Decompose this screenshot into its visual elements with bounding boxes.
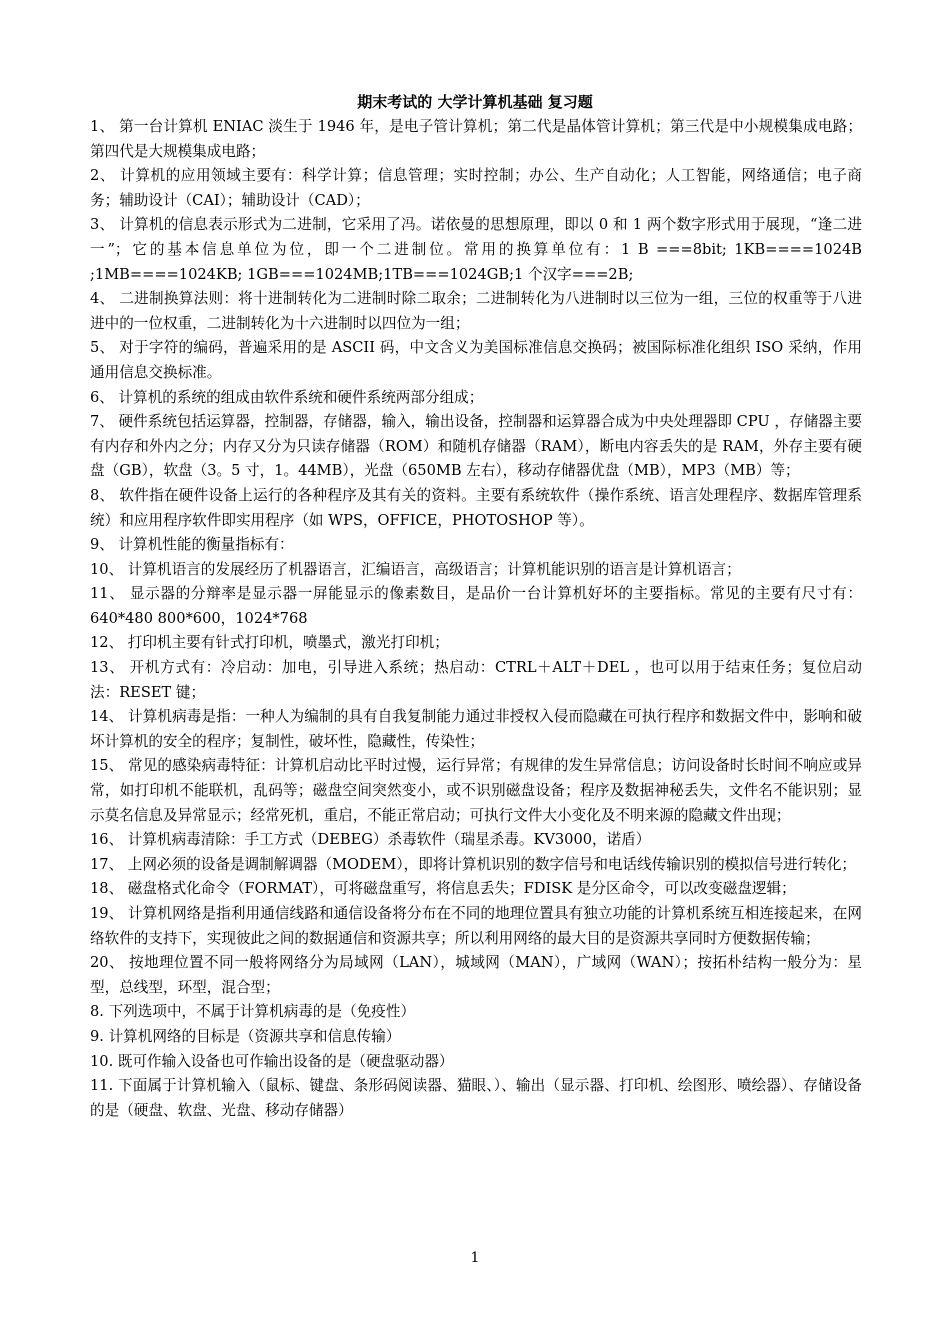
- paragraph-11: 11、 显示器的分辩率是显示器一屏能显示的像素数目，是品价一台计算机好坏的主要指标。常见的主要有尺寸有：640*480 800*600，1024*768: [90, 585, 862, 627]
- paragraph-7: 7、 硬件系统包括运算器，控制器，存储器，输入，输出设备，控制器和运算器合成为中央处理器即 CPU ，存储器主要有内存和外内之分；内存又分为只读存储器（ROM）和随机存储器（RAM），断电内容丢失的是 RAM，外存主要有硬盘（GB），软盘（3。5 寸，1。44MB），光盘（650MB 左右），移动存储器优盘（MB），MP3（MB）等；: [90, 413, 862, 480]
- paragraph-12: 12、 打印机主要有针式打印机，喷墨式，激光打印机；: [90, 634, 449, 652]
- paragraph-16: 16、 计算机病毒清除：手工方式（DEBEG）杀毒软件（瑞星杀毒。KV3000，诺盾）: [90, 831, 651, 849]
- paragraph-4: 4、 二进制换算法则：将十进制转化为二进制时除二取余；二进制转化为八进制时以三位为一组，三位的权重等于八进进中的一位权重，二进制转化为十六进制时以四位为一组；: [90, 290, 862, 332]
- question-9: 9. 计算机网络的目标是（资源共享和信息传输）: [90, 1027, 401, 1045]
- question-10: 10. 既可作输入设备也可作输出设备的是（硬盘驱动器）: [90, 1052, 454, 1070]
- paragraph-19: 19、 计算机网络是指利用通信线路和通信设备将分布在不同的地理位置具有独立功能的计算机系统互相连接起来，在网络软件的支持下，实现彼此之间的数据通信和资源共享；所以利用网络的最大目的是资源共享同时方便数据传输；: [90, 905, 862, 947]
- document-body: [90, 115, 862, 1123]
- paragraph-5: 5、 对于字符的编码，普遍采用的是 ASCII 码，中文含义为美国标准信息交换码；被国际标准化组织 ISO 采纳，作用通用信息交换标准。: [90, 339, 862, 381]
- paragraph-15: 15、 常见的感染病毒特征：计算机启动比平时过慢，运行异常；有规律的发生异常信息；访问设备时长时间不响应或异常，如打印机不能联机，乱码等；磁盘空间突然变小，或不识别磁盘设备；程序及数据神秘丢失，文件名不能识别；显示莫名信息及异常显示；经常死机，重启，不能正常启动；可执行文件大小变化及不明来源的隐藏文件出现；: [90, 757, 862, 824]
- paragraph-6: 6、 计算机的系统的组成由软件系统和硬件系统两部分组成；: [90, 388, 484, 406]
- paragraph-3: 3、 计算机的信息表示形式为二进制，它采用了冯。诺依曼的思想原理，即以 0 和 1 两个数字形式用于展现，“逢二进一”；它的基本信息单位为位，即一个二进制位。常用的换算单位有：1 B ===8bit; 1KB====1024B ;1MB====1024KB; 1GB===1024MB;1TB===1024GB;1 个汉字===2B;: [90, 216, 862, 283]
- page-title: 期末考试的 大学计算机基础 复习题: [357, 93, 593, 111]
- paragraph-17: 17、 上网必须的设备是调制解调器（MODEM），即将计算机识别的数字信号和电话线传输识别的模拟信号进行转化；: [90, 855, 857, 873]
- page-number: 1: [470, 1250, 480, 1266]
- paragraph-10: 10、 计算机语言的发展经历了机器语言，汇编语言，高级语言；计算机能识别的语言是计算机语言；: [90, 560, 741, 578]
- paragraph-13: 13、 开机方式有：冷启动：加电，引导进入系统；热启动：CTRL＋ALT＋DEL ，也可以用于结束任务；复位启动法：RESET 键；: [90, 659, 862, 701]
- question-11: 11. 下面属于计算机输入（鼠标、键盘、条形码阅读器、猫眼、）、输出（显示器、打印机、绘图形、喷绘器）、存储设备的是（硬盘、软盘、光盘、移动存储器）: [90, 1077, 862, 1119]
- paragraph-9: 9、 计算机性能的衡量指标有：: [90, 536, 294, 554]
- paragraph-2: 2、 计算机的应用领域主要有：科学计算；信息管理；实时控制；办公、生产自动化；人工智能，网络通信；电子商务；辅助设计（CAI）；辅助设计（CAD）；: [90, 167, 862, 209]
- paragraph-18: 18、 磁盘格式化命令（FORMAT），可将磁盘重写，将信息丢失；FDISK 是分区命令，可以改变磁盘逻辑；: [90, 880, 796, 898]
- question-8: 8. 下列选项中，不属于计算机病毒的是（免疫性）: [90, 1003, 416, 1021]
- paragraph-20: 20、 按地理位置不同一般将网络分为局域网（LAN），城域网（MAN），广域网（WAN）；按拓朴结构一般分为：星型，总线型，环型，混合型；: [90, 954, 862, 996]
- paragraph-14: 14、 计算机病毒是指：一种人为编制的具有自我复制能力通过非授权入侵而隐藏在可执行程序和数据文件中，影响和破坏计算机的安全的程序；复制性，破坏性，隐藏性，传染性；: [90, 708, 862, 750]
- paragraph-1: 1、 第一台计算机 ENIAC 淡生于 1946 年，是电子管计算机；第二代是晶体管计算机；第三代是中小规模集成电路；第四代是大规模集成电路；: [90, 118, 862, 160]
- paragraph-8: 8、 软件指在硬件设备上运行的各种程序及其有关的资料。主要有系统软件（操作系统、语言处理程序、数据库管理系统）和应用程序软件即实用程序（如 WPS，OFFICE，PHOTOSHOP 等）。: [90, 486, 862, 529]
